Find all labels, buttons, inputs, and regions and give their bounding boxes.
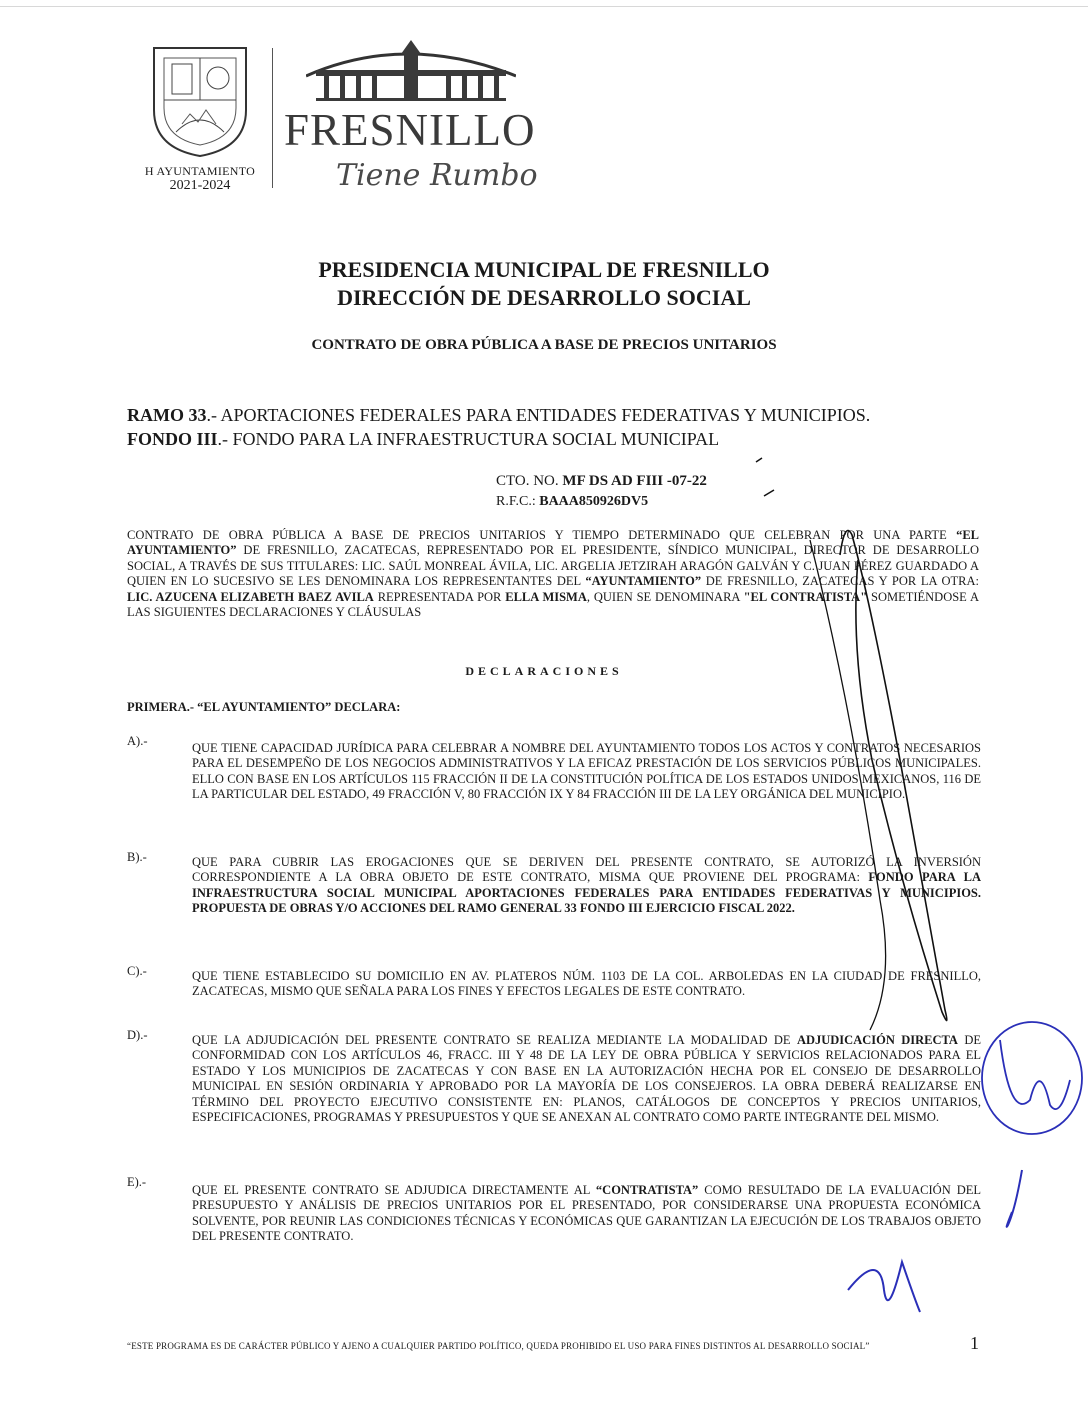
intro-paragraph (127, 528, 979, 620)
fondo-line (127, 429, 719, 450)
page-number: 1 (970, 1333, 979, 1353)
blue-bottom-signature (848, 1262, 920, 1312)
item-b-body: QUE PARA CUBRIR LAS EROGACIONES QUE SE DERIVEN DEL PRESENTE CONTRATO, SE AUTORIZÓ LA INVERSIÓN CORRESPONDIENTE A LA OBRA OBJETO DE ESTE CONTRATO, MISMA QUE PROVIENE DEL PROGRAMA: (192, 855, 981, 885)
intro-bold: "EL CONTRATISTA" (743, 589, 868, 604)
primera-heading: PRIMERA.- “EL AYUNTAMIENTO” DECLARA: (127, 700, 401, 714)
item-e-body: QUE EL PRESENTE CONTRATO SE ADJUDICA DIRECTAMENTE AL (192, 1183, 596, 1197)
contract-number-line (496, 473, 707, 490)
declaraciones-heading: DECLARACIONES (465, 664, 623, 678)
item-a-text: QUE TIENE CAPACIDAD JURÍDICA PARA CELEBRAR A NOMBRE DEL AYUNTAMIENTO TODOS LOS ACTOS Y CONTRATOS NECESARIOS PARA EL DESEMPEÑO DE LOS NEGOCIOS ADMINISTRATIVOS Y LA EFICAZ PRESTACIÓN DE LOS SERVICIOS PÚBLICOS MUNICIPALES. ELLO CON BASE EN LOS ARTÍCULOS 115 FRACCIÓN II DE LA CONSTITUCIÓN POLÍTICA DE LOS ESTADOS UNIDOS MEXICANOS, 116 DE LA PARTICULAR DEL ESTADO, 49 FRACCIÓN V, 80 FRACCIÓN IX Y 84 FRACCIÓN III DE LA LEY ORGÁNICA DEL MUNICIPIO. (192, 741, 981, 802)
blue-margin-initial (1007, 1170, 1022, 1227)
item-c-label: C).- (127, 964, 147, 978)
intro-bold: “AYUNTAMIENTO” (585, 574, 702, 589)
item-b-program: FONDO PARA LA INFRAESTRUCTURA SOCIAL MUNICIPAL APORTACIONES FEDERALES PARA ENTIDADES FEDERATIVAS Y MUNICIPIOS. PROPUESTA DE OBRAS Y/O ACCIONES DEL RAMO GENERAL 33 FONDO III EJERCICIO FISCAL 2022. (192, 870, 981, 916)
period-label: 2021-2024 (169, 178, 231, 193)
intro-bold: ELLA MISMA (505, 589, 587, 604)
rfc-prefix: R.F.C.: (496, 494, 540, 509)
fresnillo-logo (284, 36, 544, 196)
intro-text: DE FRESNILLO, ZACATECAS, REPRESENTADO POR EL PRESIDENTE, SÍNDICO MUNICIPAL, DIRECTOR DE DESARROLLO SOCIAL, A TRAVÉS DE SUS TITULARES: LIC. SAÚL MONREAL ÁVILA, LIC. ARGELIA JETZIRAH ARAGÓN GALVÁN Y C. JUAN PÉREZ GUARDADO A QUIEN EN LO SUCESIVO SE LES DENOMINARA LOS REPRESENTANTES DEL (127, 543, 979, 589)
intro-bold: LIC. AZUCENA ELIZABETH BAEZ AVILA (127, 589, 374, 604)
ramo-line (127, 405, 870, 426)
footer-disclaimer: “ESTE PROGRAMA ES DE CARÁCTER PÚBLICO Y AJENO A CUALQUIER PARTIDO POLÍTICO, QUEDA PROHIBIDO EL USO PARA FINES DISTINTOS AL DESARROLLO SOCIAL” (127, 1341, 870, 1351)
rfc-value: BAAA850926DV5 (539, 494, 649, 509)
blue-initials (1000, 1040, 1070, 1109)
item-d-body: QUE LA ADJUDICACIÓN DEL PRESENTE CONTRATO SE REALIZA MEDIANTE LA MODALIDAD DE (192, 1033, 797, 1047)
item-c-text: QUE TIENE ESTABLECIDO SU DOMICILIO EN AV. PLATEROS NÚM. 1103 DE LA COL. ARBOLEDAS EN LA CIUDAD DE FRESNILLO, ZACATECAS, MISMO QUE SEÑALA PARA LOS FINES Y EFECTOS LEGALES DE ESTE CONTRATO. (192, 969, 981, 999)
skyline-icon (306, 36, 516, 102)
header-divider (272, 48, 273, 188)
item-b-label: B).- (127, 850, 147, 864)
item-e-body: COMO RESULTADO DE LA EVALUACIÓN DEL PRESUPUESTO Y ANÁLISIS DE PRECIOS UNITARIOS POR EL PRESENTADO, POR CONSIDERARSE UNA PROPUESTA ECONÓMICA SOLVENTE, POR REUNIR LAS CONDICIONES TÉCNICAS Y ECONÓMICAS QUE GARANTIZAN LA EJECUCIÓN DE LOS TRABAJOS OBJETO DEL PRESENTE CONTRATO. (192, 1183, 981, 1244)
item-e-text (192, 1183, 981, 1245)
contract-number: MF DS AD FIII -07-22 (562, 473, 707, 489)
item-d-label: D).- (127, 1028, 148, 1042)
tick-mark-1 (756, 458, 762, 462)
scan-top-rule (0, 6, 1088, 7)
blue-initials-circle (982, 1022, 1082, 1134)
intro-text: , QUIEN SE DENOMINARA (586, 589, 744, 604)
item-e-label: E).- (127, 1175, 147, 1189)
item-a-label: A).- (127, 734, 148, 748)
intro-text: CONTRATO DE OBRA PÚBLICA A BASE DE PRECIOS UNITARIOS Y TIEMPO DETERMINADO QUE CELEBRAN POR UNA PARTE (127, 528, 957, 542)
title-presidencia: PRESIDENCIA MUNICIPAL DE FRESNILLO (318, 257, 770, 282)
intro-text: SOMETIÉNDOSE A LAS SIGUIENTES DECLARACIONES Y CLÁUSULAS (127, 589, 980, 620)
item-b-text (192, 855, 981, 917)
intro-text: DE FRESNILLO, ZACATECAS Y POR LA OTRA: (701, 574, 979, 589)
ayuntamiento-label: H AYUNTAMIENTO (144, 164, 256, 178)
rfc-line (496, 494, 648, 510)
ramo-label: RAMO 33 (127, 405, 207, 425)
intro-bold: “EL AYUNTAMIENTO” (127, 528, 979, 558)
contract-number-prefix: CTO. NO. (496, 473, 563, 489)
item-d-body: DE CONFORMIDAD CON LOS ARTÍCULOS 46, FRACC. III Y 48 DE LA LEY DE OBRA PÚBLICA Y SERVICIOS RELACIONADOS PARA EL ESTADO Y LOS MUNICIPIOS DE ZACATECAS Y CON BASE EN LA AUTORIZACIÓN HECHA POR EL CONSEJO DE DESARROLLO MUNICIPAL EN SESIÓN ORDINARIA Y APROBADO POR LA MAYORÍA DE LOS CONSEJEROS. LA OBRA DEBERÁ REALIZARSE EN TÉRMINO DEL PROYECTO EJECUTIVO CONSISTENTE EN: PLANOS, CATÁLOGOS DE CONCEPTOS Y PRECIOS UNITARIOS, ESPECIFICACIONES, PROGRAMAS Y PRESUPUESTOS Y QUE SE ANEXAN AL CONTRATO COMO PARTE INTEGRANTE DEL MISMO. (192, 1033, 981, 1125)
title-direccion: DIRECCIÓN DE DESARROLLO SOCIAL (337, 285, 751, 310)
municipal-seal-icon (146, 40, 254, 160)
ramo-text: .- APORTACIONES FEDERALES PARA ENTIDADES FEDERATIVAS Y MUNICIPIOS. (206, 405, 871, 425)
fresnillo-wordmark: FRESNILLO (284, 105, 536, 155)
fondo-text: .- FONDO PARA LA INFRAESTRUCTURA SOCIAL MUNICIPAL (217, 429, 720, 449)
item-e-contratista: “CONTRATISTA” (595, 1183, 699, 1197)
slogan: Tiene Rumbo (336, 158, 538, 193)
tick-mark-2 (764, 490, 774, 496)
item-d-modality: ADJUDICACIÓN DIRECTA (796, 1033, 958, 1047)
ayuntamiento-seal-block (140, 40, 260, 200)
fondo-label: FONDO III (127, 429, 218, 449)
contract-type-heading: CONTRATO DE OBRA PÚBLICA A BASE DE PRECIOS UNITARIOS (311, 337, 777, 353)
intro-text: REPRESENTADA POR (373, 589, 506, 604)
item-d-text (192, 1033, 981, 1125)
